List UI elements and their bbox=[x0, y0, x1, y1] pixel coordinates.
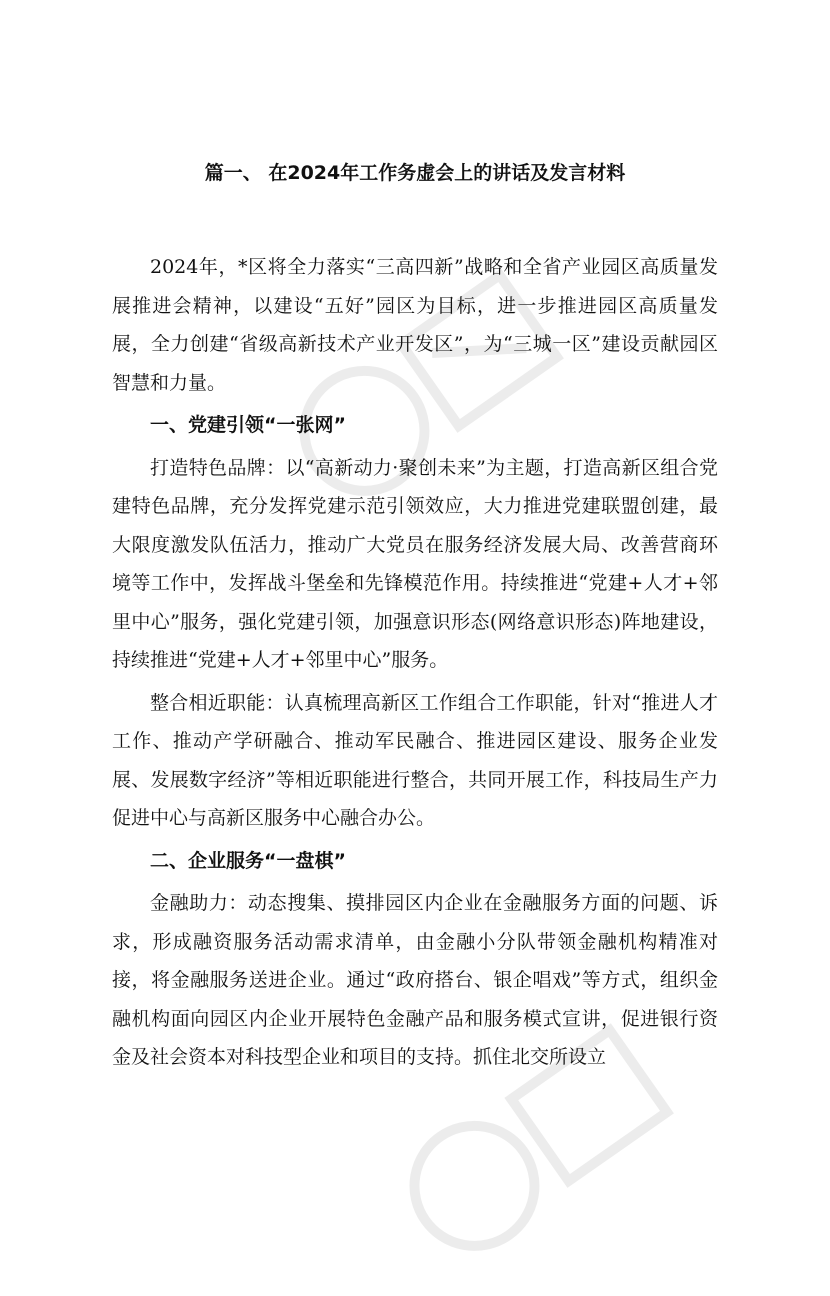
section-heading-1: 一、党建引领“一张网” bbox=[150, 414, 346, 436]
document-body bbox=[112, 248, 718, 1077]
section-heading-2: 二、企业服务“一盘棋” bbox=[150, 849, 346, 872]
document-title: 篇一、 在2024年工作务虚会上的讲话及发言材料 bbox=[204, 162, 626, 184]
section1-paragraph-1: 打造特色品牌：以“高新动力·聚创未来”为主题，打造高新区组合党建特色品牌，充分发挥党建示范引领效应，大力推进党建联盟创建，最大限度激发队伍活力，推动广大党员在服务经济发展大局、改善营商环境等工作中，发挥战斗堡垒和先锋模范作用。持续推进“党建+人才+邻里中心”服务，强化党建引领，加强意识形态(网络意识形态)阵地建设，持续推进“党建+人才+邻里中心”服务。 bbox=[112, 456, 718, 671]
section1-paragraph-2: 整合相近职能：认真梳理高新区工作组合工作职能，针对“推进人才工作、推动产学研融合、推动军民融合、推进园区建设、服务企业发展、发展数字经济”等相近职能进行整合，共同开展工作，科技局生产力促进中心与高新区服务中心融合办公。 bbox=[112, 691, 718, 829]
intro-paragraph: 2024年，*区将全力落实“三高四新”战略和全省产业园区高质量发展推进会精神，以建设“五好”园区为目标，进一步推进园区高质量发展，全力创建“省级高新技术产业开发区”，为“三城一区”建设贡献园区智慧和力量。 bbox=[112, 256, 718, 394]
section2-paragraph-1: 金融助力：动态搜集、摸排园区内企业在金融服务方面的问题、诉求，形成融资服务活动需求清单，由金融小分队带领金融机构精准对接，将金融服务送进企业。通过“政府搭台、银企唱戏”等方式，组织金融机构面向园区内企业开展特色金融产品和服务模式宣讲，促进银行资金及社会资本对科技型企业和项目的支持。抓住北交所设立 bbox=[112, 892, 718, 1068]
